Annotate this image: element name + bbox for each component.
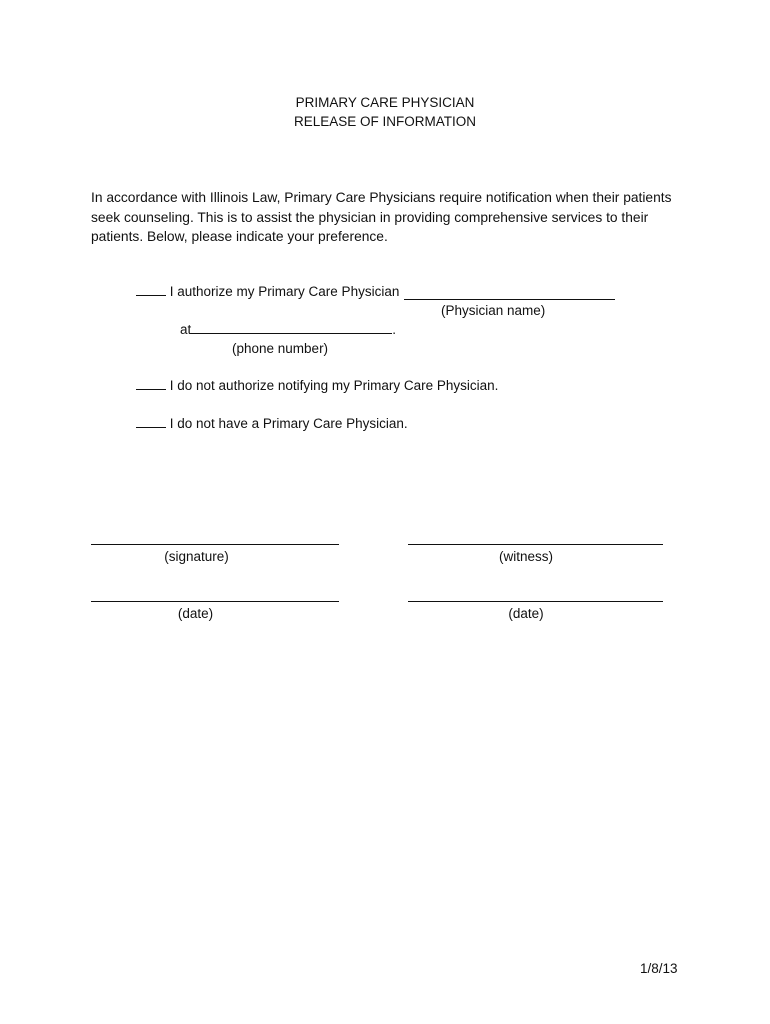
no-physician-checkbox-blank[interactable] bbox=[136, 426, 166, 428]
intro-line-1: In accordance with Illinois Law, Primary Care Physicians require notification when their patients bbox=[91, 190, 672, 205]
physician-name-caption: (Physician name) bbox=[441, 303, 546, 318]
intro-paragraph bbox=[91, 188, 691, 247]
signature-date-line[interactable] bbox=[91, 601, 339, 602]
witness-date-caption: (date) bbox=[508, 606, 544, 621]
witness-date-line[interactable] bbox=[408, 601, 663, 602]
form-title-line-2: RELEASE OF INFORMATION bbox=[293, 114, 477, 129]
signature-date-caption: (date) bbox=[177, 606, 214, 621]
not-authorize-option-label: I do not authorize notifying my Primary Care Physician. bbox=[169, 378, 499, 393]
authorize-checkbox-blank[interactable] bbox=[136, 294, 166, 296]
not-authorize-option bbox=[136, 378, 498, 393]
witness-line[interactable] bbox=[408, 544, 663, 545]
no-physician-option-label: I do not have a Primary Care Physician. bbox=[169, 416, 408, 431]
revision-date: 1/8/13 bbox=[640, 961, 678, 976]
no-physician-option bbox=[136, 416, 408, 431]
intro-line-2: seek counseling. This is to assist the physician in providing comprehensive services to their bbox=[91, 209, 649, 225]
authorize-option bbox=[136, 284, 399, 299]
authorize-option-label: I authorize my Primary Care Physician bbox=[169, 284, 400, 299]
phone-row bbox=[180, 322, 396, 337]
intro-line-3: patients. Below, please indicate your preference. bbox=[91, 229, 388, 244]
phone-period: . bbox=[392, 322, 397, 337]
witness-caption: (witness) bbox=[498, 549, 553, 564]
form-title-line-1: PRIMARY CARE PHYSICIAN bbox=[295, 95, 475, 110]
physician-name-field[interactable] bbox=[404, 299, 615, 300]
signature-line[interactable] bbox=[91, 544, 339, 545]
signature-caption: (signature) bbox=[164, 549, 229, 564]
not-authorize-checkbox-blank[interactable] bbox=[136, 388, 166, 390]
at-label: at bbox=[180, 322, 192, 337]
phone-number-caption: (phone number) bbox=[232, 341, 329, 356]
phone-number-field[interactable] bbox=[191, 332, 392, 334]
